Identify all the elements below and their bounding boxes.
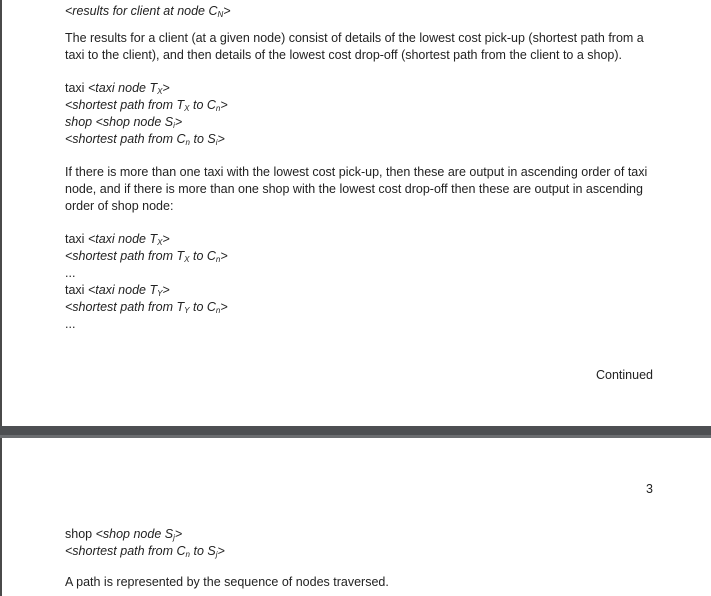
ellipsis: ... bbox=[65, 266, 76, 280]
shortest-path-line: <shortest path from $T_Y$ to $C_n>$ bbox=[65, 300, 228, 315]
paragraph-line: order of shop node: bbox=[65, 199, 174, 213]
paragraph-line: If there is more than one taxi with the lowest cost pick-up, then these are output in ascending order of taxi bbox=[65, 165, 648, 179]
taxi-node-line: taxi <taxi node $T_X>$ bbox=[65, 81, 170, 96]
shortest-path-line: <shortest path from $C_n$ to $S_i>$ bbox=[65, 132, 225, 147]
taxi-node-line: taxi <taxi node $T_Y>$ bbox=[65, 283, 170, 298]
page-3 bbox=[0, 438, 711, 596]
path-definition: A path is represented by the sequence of nodes traversed. bbox=[65, 575, 389, 589]
paragraph-line: taxi to the client), and then details of the lowest cost drop-off (shortest path from the client to a shop). bbox=[65, 48, 623, 62]
ellipsis: ... bbox=[65, 317, 76, 331]
shortest-path-line: <shortest path from $T_X$ to $C_n>$ bbox=[65, 98, 228, 113]
paragraph-line: The results for a client (at a given node) consist of details of the lowest cost pick-up (shortest path from a bbox=[65, 31, 644, 45]
page-separator bbox=[0, 426, 711, 438]
paragraph-line: node, and if there is more than one shop with the lowest cost drop-off then these are output in ascending bbox=[65, 182, 643, 196]
shortest-path-line: <shortest path from $T_X$ to $C_n>$ bbox=[65, 249, 228, 264]
continued-note: Continued bbox=[596, 368, 653, 382]
shop-node-line: shop <shop node $S_j>$ bbox=[65, 527, 183, 542]
results-header: <results for client at node $C_N>$ bbox=[65, 4, 231, 19]
page-number: 3 bbox=[646, 482, 653, 496]
shop-node-line: shop <shop node $S_i>$ bbox=[65, 115, 183, 130]
shortest-path-line: <shortest path from $C_n$ to $S_j>$ bbox=[65, 544, 225, 559]
taxi-node-line: taxi <taxi node $T_X>$ bbox=[65, 232, 170, 247]
